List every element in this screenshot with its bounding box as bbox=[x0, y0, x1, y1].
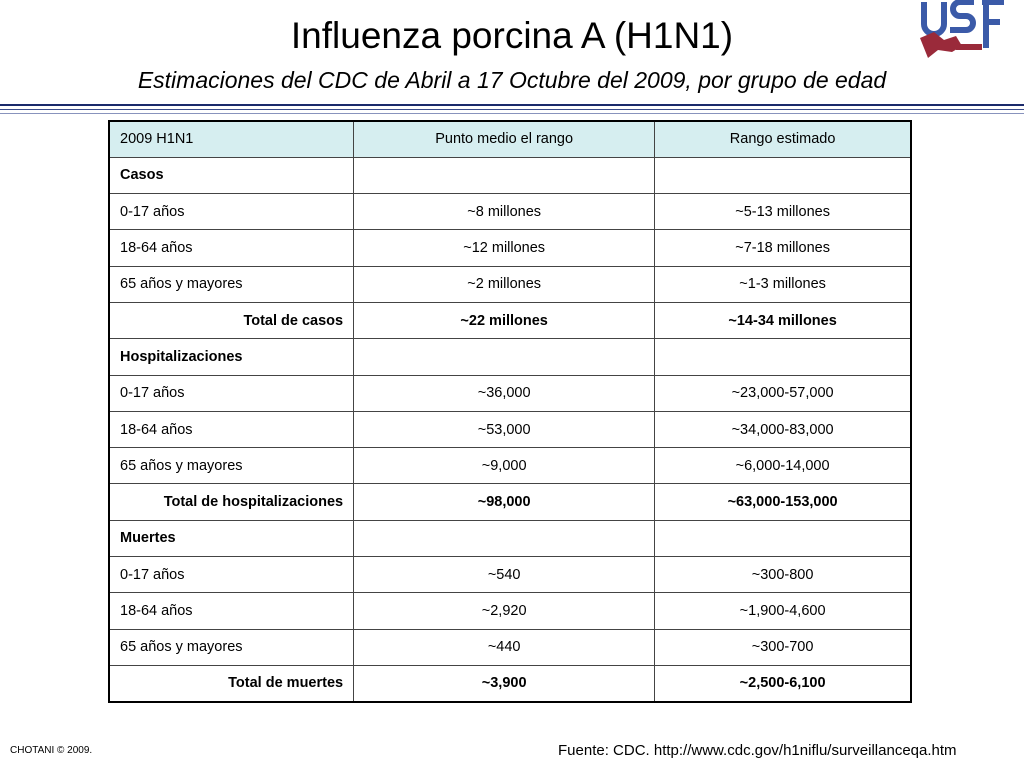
table-section-row bbox=[109, 339, 911, 375]
source-citation: Fuente: CDC. http://www.cdc.gov/h1niflu/surveillanceqa.htm bbox=[558, 742, 957, 759]
cell-midpoint: ~53,000 bbox=[354, 411, 655, 447]
cell-range: ~23,000-57,000 bbox=[655, 375, 911, 411]
cell-midpoint: ~98,000 bbox=[354, 484, 655, 520]
header-rule-thin bbox=[0, 113, 1024, 114]
cell-range: ~1-3 millones bbox=[655, 266, 911, 302]
slide-subtitle: Estimaciones del CDC de Abril a 17 Octubre del 2009, por grupo de edad bbox=[137, 67, 887, 93]
usf-logo bbox=[916, 0, 1020, 64]
cell-range: ~5-13 millones bbox=[655, 194, 911, 230]
cell-category: 65 años y mayores bbox=[109, 629, 354, 665]
cell-category: 65 años y mayores bbox=[109, 448, 354, 484]
header-cell-midpoint: Punto medio el rango bbox=[354, 121, 655, 157]
cell-midpoint bbox=[354, 157, 655, 193]
cell-range bbox=[655, 339, 911, 375]
cell-category: 18-64 años bbox=[109, 230, 354, 266]
slide-title: Influenza porcina A (H1N1) bbox=[290, 15, 734, 56]
cell-range: ~34,000-83,000 bbox=[655, 411, 911, 447]
cell-category: Casos bbox=[109, 157, 354, 193]
cell-range: ~2,500-6,100 bbox=[655, 665, 911, 701]
table-row bbox=[109, 230, 911, 266]
cell-midpoint: ~3,900 bbox=[354, 665, 655, 701]
table-row bbox=[109, 448, 911, 484]
cell-midpoint: ~8 millones bbox=[354, 194, 655, 230]
cell-midpoint: ~36,000 bbox=[354, 375, 655, 411]
cell-category: 18-64 años bbox=[109, 411, 354, 447]
table-row bbox=[109, 629, 911, 665]
usf-logo-text: USF bbox=[1016, 59, 1020, 61]
cell-range bbox=[655, 157, 911, 193]
header-cell-category: 2009 H1N1 bbox=[109, 121, 354, 157]
cell-midpoint: ~2 millones bbox=[354, 266, 655, 302]
cell-range: ~63,000-153,000 bbox=[655, 484, 911, 520]
cell-category: Hospitalizaciones bbox=[109, 339, 354, 375]
header-rule-mid bbox=[0, 109, 1024, 110]
cell-range: ~14-34 millones bbox=[655, 302, 911, 338]
cell-category: Total de muertes bbox=[109, 665, 354, 701]
cell-midpoint: ~9,000 bbox=[354, 448, 655, 484]
cell-midpoint: ~22 millones bbox=[354, 302, 655, 338]
table-total-row bbox=[109, 484, 911, 520]
table-row bbox=[109, 593, 911, 629]
cell-category: 0-17 años bbox=[109, 194, 354, 230]
cell-category: 18-64 años bbox=[109, 593, 354, 629]
cell-range: ~300-800 bbox=[655, 557, 911, 593]
cell-midpoint: ~440 bbox=[354, 629, 655, 665]
cell-category: Total de casos bbox=[109, 302, 354, 338]
cell-category: Muertes bbox=[109, 520, 354, 556]
h1n1-estimates-table bbox=[108, 120, 912, 703]
cell-category: Total de hospitalizaciones bbox=[109, 484, 354, 520]
table-total-row bbox=[109, 302, 911, 338]
cell-midpoint bbox=[354, 339, 655, 375]
cell-range: ~1,900-4,600 bbox=[655, 593, 911, 629]
cell-range: ~300-700 bbox=[655, 629, 911, 665]
header-cell-range: Rango estimado bbox=[655, 121, 911, 157]
header-rule-thick bbox=[0, 104, 1024, 106]
cell-midpoint: ~12 millones bbox=[354, 230, 655, 266]
cell-midpoint: ~540 bbox=[354, 557, 655, 593]
table-section-row bbox=[109, 520, 911, 556]
cell-category: 0-17 años bbox=[109, 557, 354, 593]
cell-midpoint: ~2,920 bbox=[354, 593, 655, 629]
table-row bbox=[109, 266, 911, 302]
cell-category: 65 años y mayores bbox=[109, 266, 354, 302]
cell-range: ~6,000-14,000 bbox=[655, 448, 911, 484]
table-row bbox=[109, 411, 911, 447]
table-row bbox=[109, 194, 911, 230]
copyright-note: CHOTANI © 2009. bbox=[10, 745, 93, 756]
table-row bbox=[109, 375, 911, 411]
table-total-row bbox=[109, 665, 911, 701]
table-section-row bbox=[109, 157, 911, 193]
table-row bbox=[109, 557, 911, 593]
cell-range: ~7-18 millones bbox=[655, 230, 911, 266]
cell-range bbox=[655, 520, 911, 556]
table-header-row bbox=[109, 121, 911, 157]
cell-midpoint bbox=[354, 520, 655, 556]
cell-category: 0-17 años bbox=[109, 375, 354, 411]
